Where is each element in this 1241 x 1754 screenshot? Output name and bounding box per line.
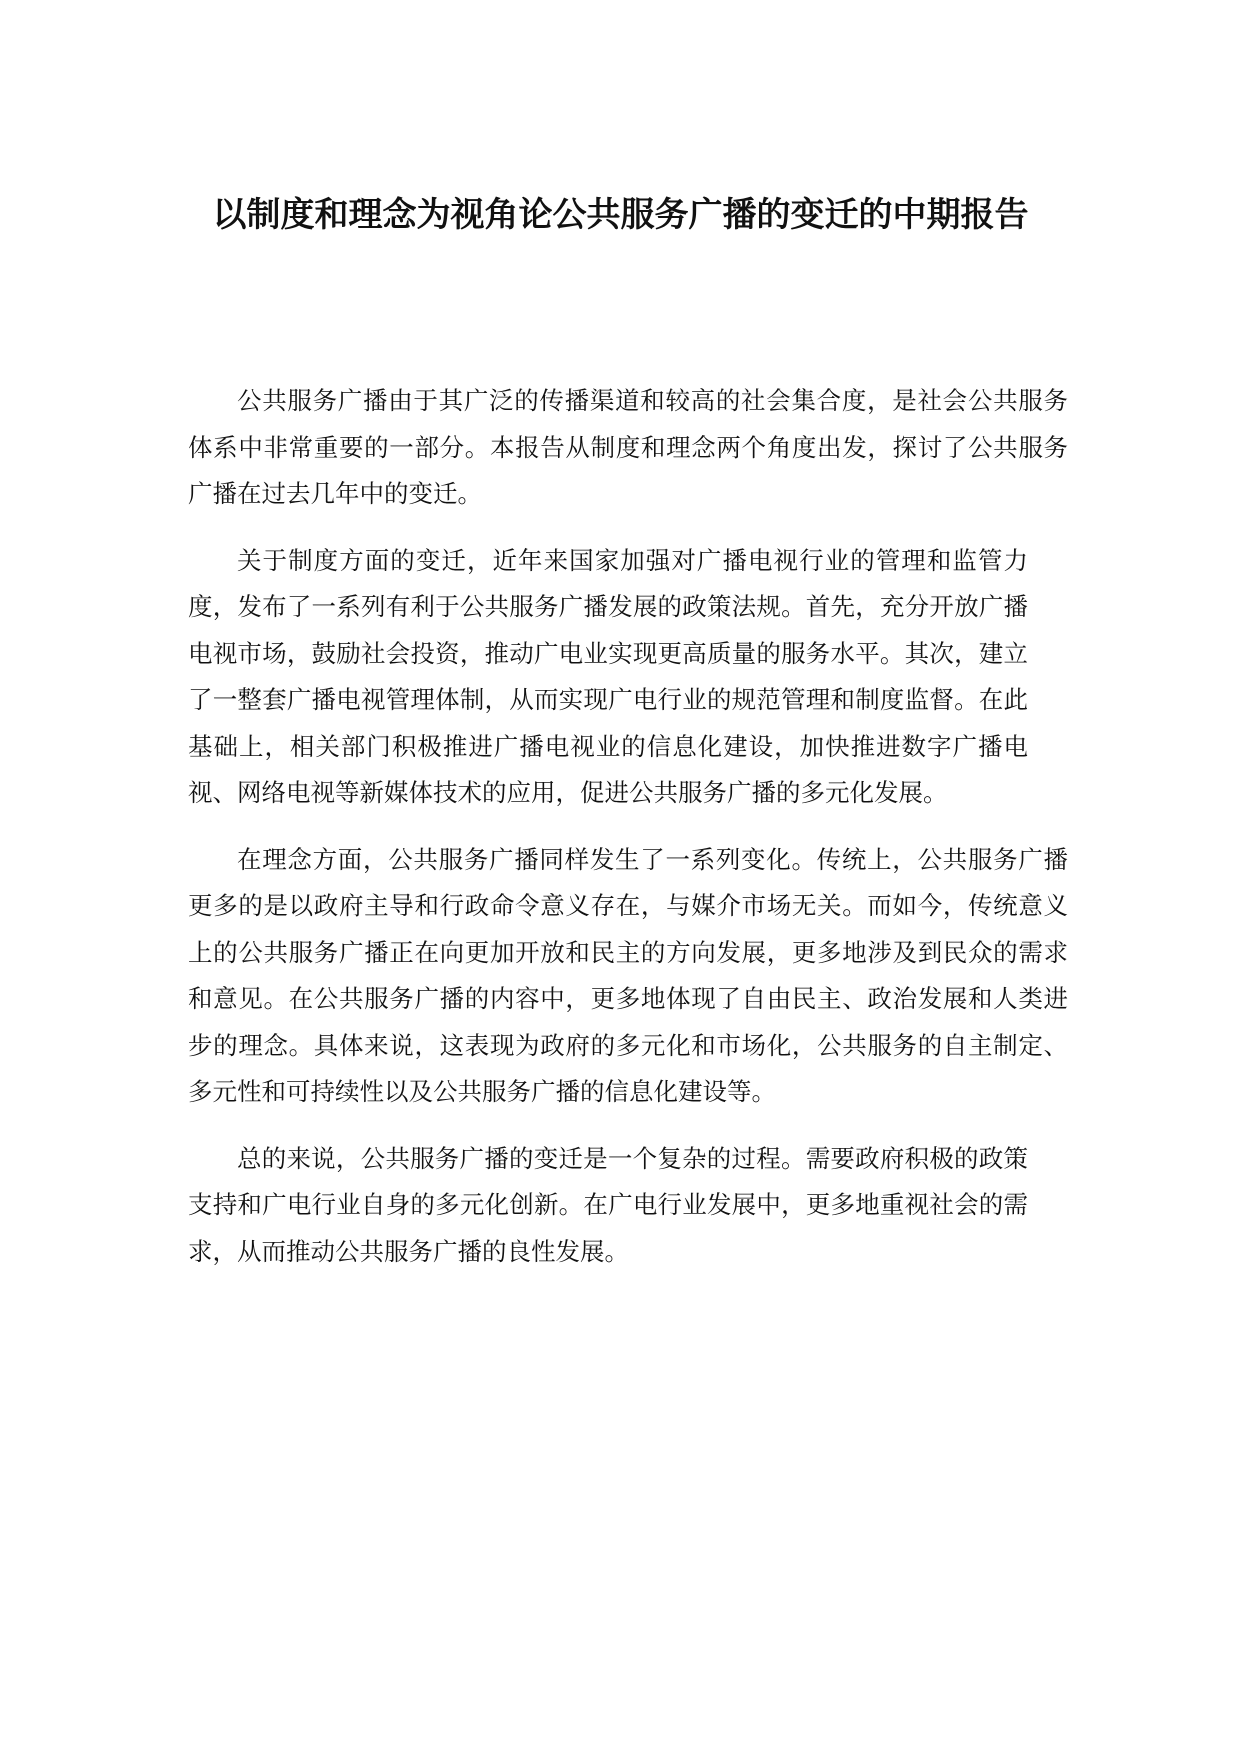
document-title: 以制度和理念为视角论公共服务广播的变迁的中期报告 xyxy=(212,195,1029,235)
paragraph-institutional-change: 关于制度方面的变迁，近年来国家加强对广播电视行业的管理和监管力度，发布了一系列有利于公共服务广播发展的政策法规。首先，充分开放广播电视市场，鼓励社会投资，推动广电业实现更高质量的服务水平。其次，建立了一整套广播电视管理体制，从而实现广电行业的规范管理和制度监督。在此基础上，相关部门积极推进广播电视业的信息化建设，加快推进数字广播电视、网络电视等新媒体技术的应用，促进公共服务广播的多元化发展。 xyxy=(188,545,1028,807)
document-body xyxy=(188,378,1068,1295)
paragraph-intro: 公共服务广播由于其广泛的传播渠道和较高的社会集合度，是社会公共服务体系中非常重要的一部分。本报告从制度和理念两个角度出发，探讨了公共服务广播在过去几年中的变迁。 xyxy=(188,386,1068,508)
paragraph-conclusion: 总的来说，公共服务广播的变迁是一个复杂的过程。需要政府积极的政策支持和广电行业自身的多元化创新。在广电行业发展中，更多地重视社会的需求，从而推动公共服务广播的良性发展。 xyxy=(188,1143,1028,1266)
paragraph-conceptual-change: 在理念方面，公共服务广播同样发生了一系列变化。传统上，公共服务广播更多的是以政府主导和行政命令意义存在，与媒介市场无关。而如今，传统意义上的公共服务广播正在向更加开放和民主的方向发展，更多地涉及到民众的需求和意见。在公共服务广播的内容中，更多地体现了自由民主、政治发展和人类进步的理念。具体来说，这表现为政府的多元化和市场化，公共服务的自主制定、多元性和可持续性以及公共服务广播的信息化建设等。 xyxy=(188,844,1068,1106)
